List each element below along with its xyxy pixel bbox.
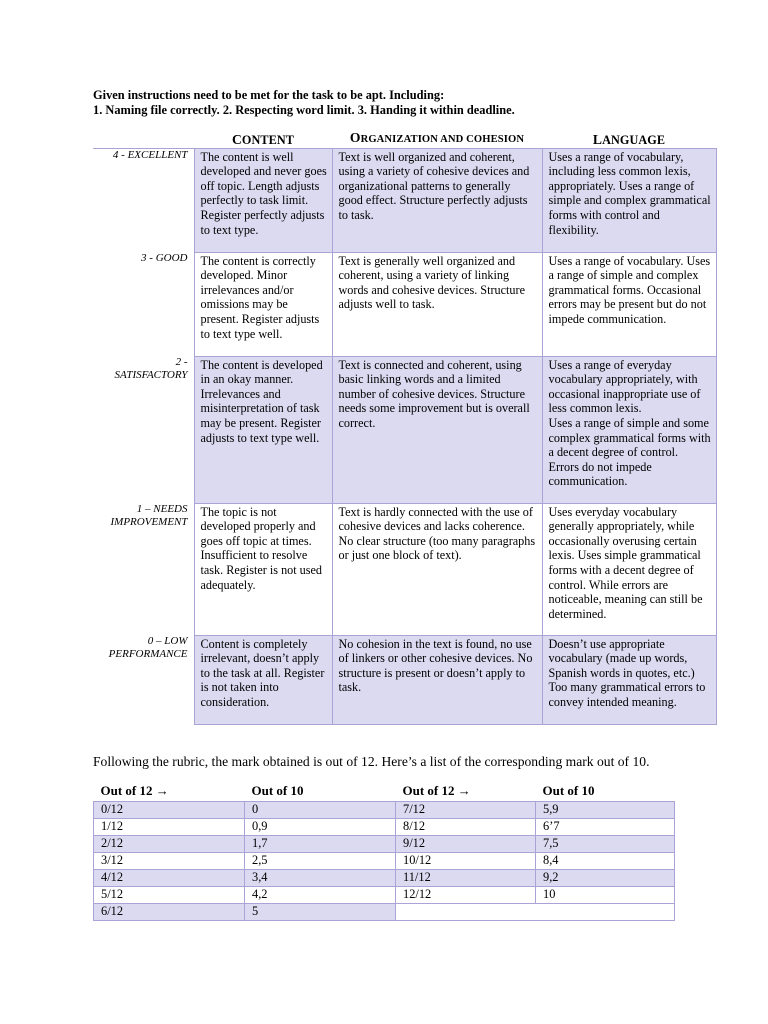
rubric-level: 3 - GOOD (141, 252, 188, 265)
table-row (94, 852, 675, 869)
marks-cell: 4/12 (94, 869, 245, 886)
rubric-organization-cell: No cohesion in the text is found, no use of linkers or other cohesive devices. No structure is present or doesn’t apply to task. (332, 635, 542, 724)
marks-cell: 10/12 (396, 852, 536, 869)
rubric-organization-cell: Text is generally well organized and coherent, using a variety of linking words and cohesive devices. Structure adjusts well to task. (332, 252, 542, 356)
rubric-content-cell: Content is completely irrelevant, doesn’t apply to the task at all. Register is not taken into consideration. (194, 635, 332, 724)
marks-header-row (94, 783, 675, 801)
marks-cell: 1,7 (245, 835, 396, 852)
table-row (94, 886, 675, 903)
marks-cell: 10 (536, 886, 675, 903)
rubric-header-row (93, 131, 716, 148)
marks-cell: 5/12 (94, 886, 245, 903)
instructions (93, 88, 733, 117)
rubric-row (93, 252, 716, 356)
marks-cell: 6/12 (94, 903, 245, 920)
marks-cell: 0/12 (94, 801, 245, 818)
rubric-content-cell: The content is correctly developed. Minor irrelevances and/or omissions may be present. Register adjusts to text type well. (194, 252, 332, 356)
marks-cell: 5,9 (536, 801, 675, 818)
marks-cell: 0,9 (245, 818, 396, 835)
rubric-level: 0 – LOW PERFORMANCE (108, 635, 188, 660)
marks-cell: 11/12 (396, 869, 536, 886)
rubric-content-cell: The content is developed in an okay manner. Irrelevances and misinterpretation of task may be present. Register adjusts to text type well. (194, 356, 332, 503)
marks-cell: 1/12 (94, 818, 245, 835)
marks-cell: 12/12 (396, 886, 536, 903)
rubric-row (93, 148, 716, 252)
table-row (94, 818, 675, 835)
rubric-language-cell: Uses everyday vocabulary generally appropriately, while occasionally overusing certain lexis. Uses simple grammatical forms with a decent degree of control. While errors are noticeable, meaning can still be determined. (542, 503, 716, 635)
rubric-language-cell: Doesn’t use appropriate vocabulary (made up words, Spanish words in quotes, etc.) Too many grammatical errors to convey intended meaning. (542, 635, 716, 724)
rubric-level: 2 - SATISFACTORY (114, 356, 188, 381)
rubric-header-organization: ORGANIZATION AND COHESION (332, 131, 542, 148)
marks-cell (396, 903, 675, 920)
rubric-row (93, 635, 716, 724)
rubric-level: 4 - EXCELLENT (112, 148, 188, 161)
table-row (94, 903, 675, 920)
table-row (94, 869, 675, 886)
marks-cell: 6’7 (536, 818, 675, 835)
marks-cell: 9,2 (536, 869, 675, 886)
marks-header: Out of 10 (245, 783, 396, 801)
rubric-content-cell: The topic is not developed properly and goes off topic at times. Insufficient to resolve task. Register is not used adequately. (194, 503, 332, 635)
instructions-line-1: Given instructions need to be met for the task to be apt. Including: (93, 88, 445, 102)
marks-cell: 3,4 (245, 869, 396, 886)
rubric-level: 1 – NEEDS IMPROVEMENT (110, 503, 188, 528)
rubric-organization-cell: Text is hardly connected with the use of cohesive devices and lacks coherence. No clear structure (too many paragraphs or just one block of text). (332, 503, 542, 635)
marks-header: Out of 12 → (396, 783, 536, 801)
mark-conversion-table (93, 783, 675, 921)
rubric-header-content: CONTENT (194, 131, 332, 148)
marks-cell: 7/12 (396, 801, 536, 818)
rubric-row (93, 356, 716, 503)
rubric-header-language: LANGUAGE (542, 131, 716, 148)
rubric-table (93, 131, 717, 725)
rubric-language-cell: Uses a range of everyday vocabulary appropriately, with occasional inappropriate use of less common lexis. Uses a range of simple and some complex grammatical forms with a decent degree of control. Errors do not impede communication. (542, 356, 716, 503)
rubric-language-cell: Uses a range of vocabulary. Uses a range of simple and complex grammatical forms. Occasional errors may be present but do not impede communication. (542, 252, 716, 356)
marks-cell: 0 (245, 801, 396, 818)
conversion-note: Following the rubric, the mark obtained is out of 12. Here’s a list of the corresponding mark out of 10. (93, 754, 650, 769)
marks-header: Out of 12 → (94, 783, 245, 801)
marks-cell: 5 (245, 903, 396, 920)
marks-header: Out of 10 (536, 783, 675, 801)
rubric-language-cell: Uses a range of vocabulary, including less common lexis, appropriately. Uses a range of simple and complex grammatical forms with control and flexibility. (542, 148, 716, 252)
rubric-organization-cell: Text is well organized and coherent, using a variety of cohesive devices and organizational patterns to generally good effect. Structure perfectly adjusts to task. (332, 148, 542, 252)
instructions-line-2: 1. Naming file correctly. 2. Respecting word limit. 3. Handing it within deadline. (93, 102, 515, 117)
table-row (94, 801, 675, 818)
table-row (94, 835, 675, 852)
rubric-header-empty (93, 131, 194, 148)
marks-cell: 3/12 (94, 852, 245, 869)
rubric-content-cell: The content is well developed and never goes off topic. Length adjusts perfectly to task limit. Register perfectly adjusts to text type. (194, 148, 332, 252)
marks-cell: 9/12 (396, 835, 536, 852)
marks-cell: 8/12 (396, 818, 536, 835)
marks-cell: 7,5 (536, 835, 675, 852)
rubric-row (93, 503, 716, 635)
rubric-organization-cell: Text is connected and coherent, using basic linking words and a limited number of cohesive devices. Structure needs some improvement but is overall correct. (332, 356, 542, 503)
marks-cell: 4,2 (245, 886, 396, 903)
marks-cell: 2/12 (94, 835, 245, 852)
marks-cell: 2,5 (245, 852, 396, 869)
marks-cell: 8,4 (536, 852, 675, 869)
